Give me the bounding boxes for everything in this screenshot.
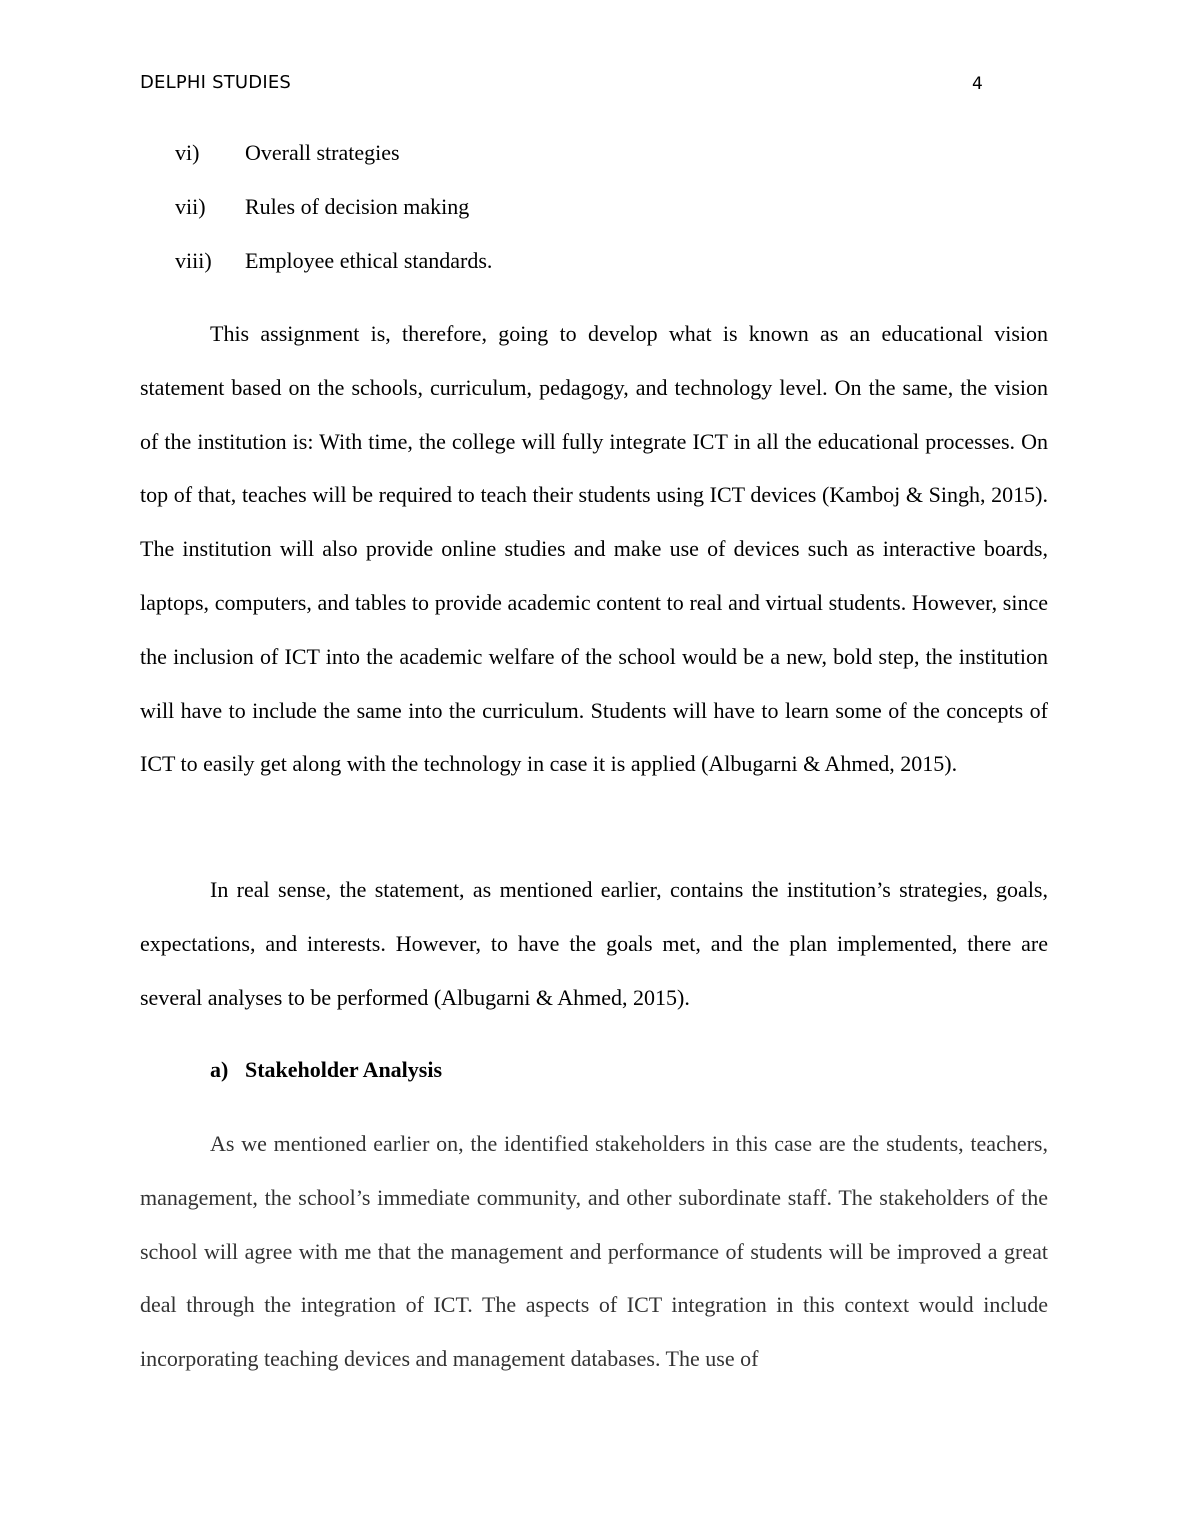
list-numeral: vii)	[175, 194, 206, 219]
list-item	[140, 191, 1050, 245]
list-numeral: vi)	[175, 140, 200, 165]
list-item-text: Rules of decision making	[245, 194, 470, 219]
list-item-text: Overall strategies	[245, 140, 400, 165]
list-item-text: Employee ethical standards.	[245, 248, 493, 273]
body-paragraph-statement-analyses: In real sense, the statement, as mentioned earlier, contains the institution’s strategies, goals, expectations, and interests. However, to have the goals met, and the plan implemented, there are several analyses to be performed (Albugarni & Ahmed, 2015).	[140, 877, 1048, 1010]
body-paragraph-vision-statement: This assignment is, therefore, going to develop what is known as an educational vision statement based on the schools, curriculum, pedagogy, and technology level. On the same, the vision of the institution is: With time, the college will fully integrate ICT in all the educational processes. On top of that, teaches will be required to teach their students using ICT devices (Kamboj & Singh, 2015). The institution will also provide online studies and make use of devices such as interactive boards, laptops, computers, and tables to provide academic content to real and virtual students. However, since the inclusion of ICT into the academic welfare of the school would be a new, bold step, the institution will have to include the same into the curriculum. Students will have to learn some of the concepts of ICT to easily get along with the technology in case it is applied (Albugarni & Ahmed, 2015).	[140, 321, 1048, 777]
section-heading-stakeholder-analysis	[210, 1054, 442, 1086]
numbered-list	[140, 137, 1050, 299]
list-numeral: viii)	[175, 248, 212, 273]
running-header-title: DELPHI STUDIES	[140, 72, 292, 93]
page-number: 4	[972, 74, 983, 94]
list-item	[140, 245, 1050, 299]
section-heading-letter: a)	[210, 1057, 229, 1082]
list-item	[140, 137, 1050, 191]
section-heading-title: Stakeholder Analysis	[245, 1057, 443, 1082]
body-paragraph-stakeholders: As we mentioned earlier on, the identified stakeholders in this case are the students, teachers, management, the school’s immediate community, and other subordinate staff. The stakeholders of the school will agree with me that the management and performance of students will be improved a great deal through the integration of ICT. The aspects of ICT integration in this context would include incorporating teaching devices and management databases. The use of	[140, 1131, 1048, 1372]
